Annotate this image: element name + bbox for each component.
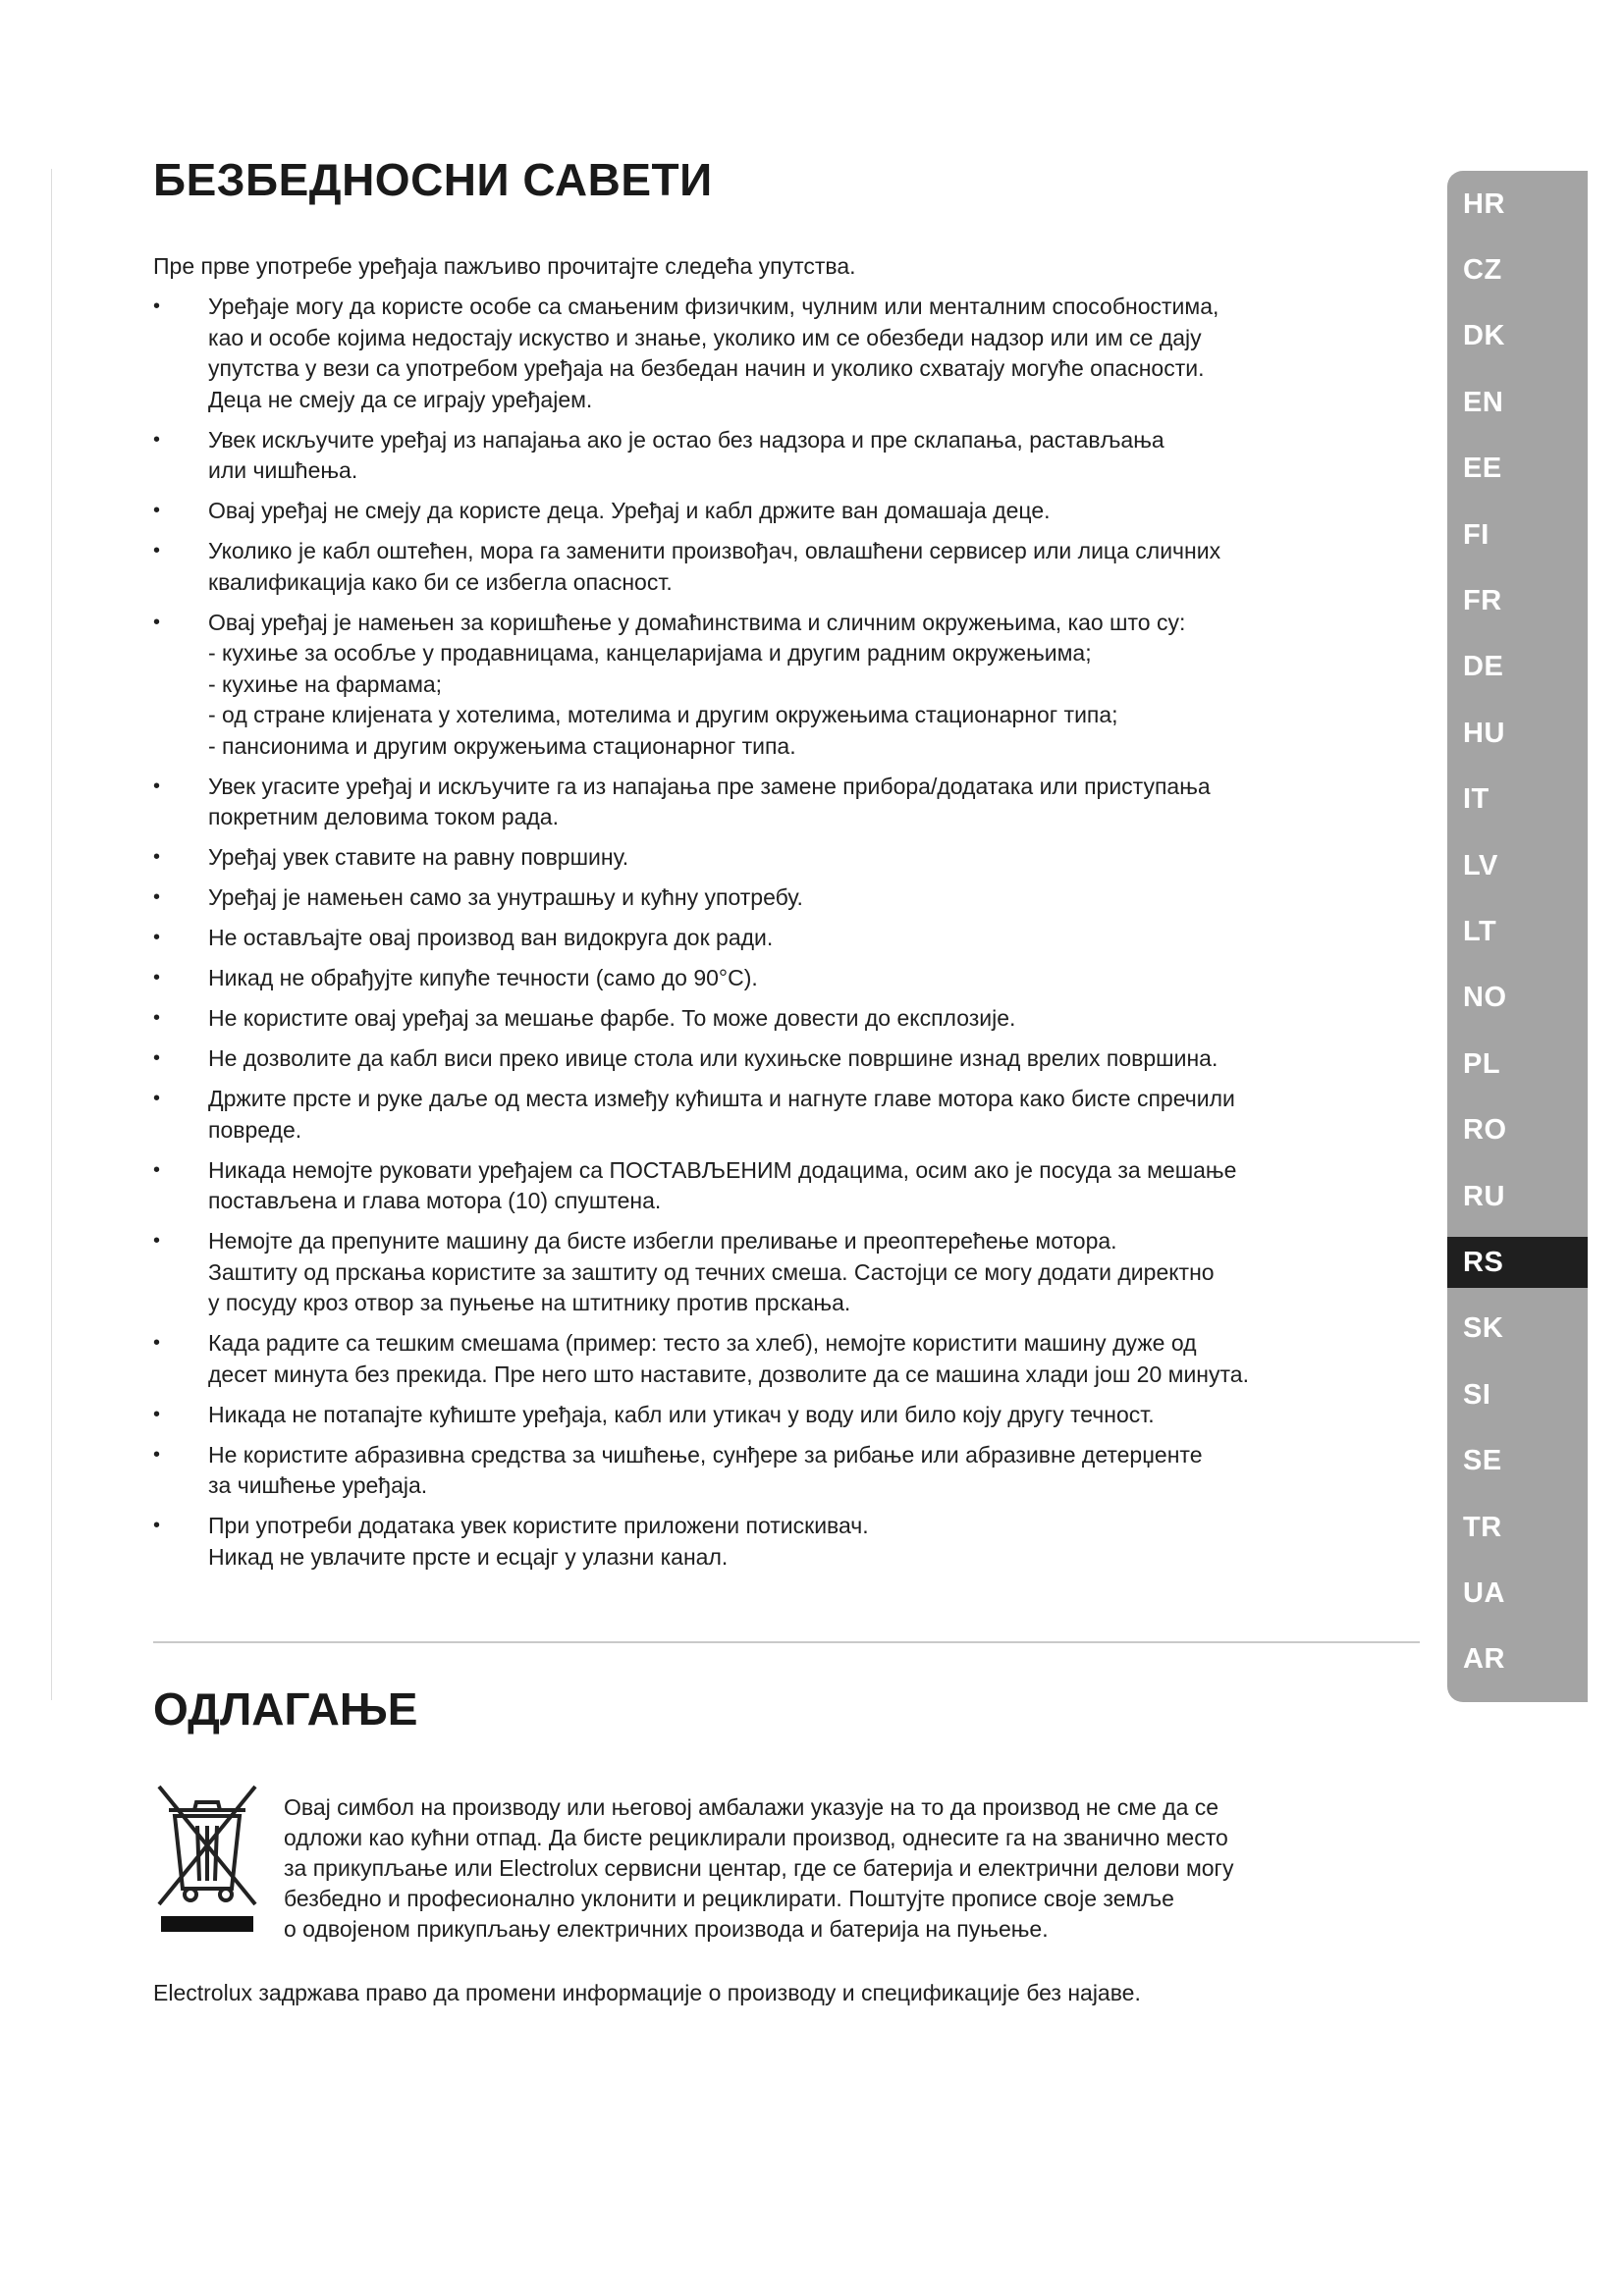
safety-item-line: квалификација како би се избегла опасност. — [208, 568, 673, 595]
safety-item-line: Не дозволите да кабл виси преко ивице стола или кухињске површине изнад врелих површина. — [208, 1045, 1218, 1071]
safety-item-line: Никада не потапајте кућиште уређаја, кабл или утикач у воду или било коју другу течност. — [208, 1401, 1155, 1427]
safety-item-line: Уређаје могу да користе особе са смањеним физичким, чулним или менталним способностима, — [208, 294, 1219, 319]
safety-item — [153, 292, 1430, 415]
safety-item-line: Деца не смеју да се играју уређајем. — [208, 386, 593, 412]
safety-item-line: као и особе којима недостају искуство и знање, уколико им се обезбеди надзор или им се дају — [208, 324, 1202, 350]
crossed-out-wheelie-bin-icon — [153, 1779, 261, 1936]
safety-item-line: При употреби додатака увек користите приложени потискивач. — [208, 1513, 869, 1538]
safety-item-line: - кухиње за особље у продавницама, канцеларијама и другим радним окружењима; — [208, 640, 1092, 666]
bullet: • — [153, 1443, 161, 1466]
language-tab-pl[interactable]: PL — [1463, 1047, 1501, 1080]
safety-item-line: постављена и глава мотора (10) спуштена. — [208, 1188, 662, 1213]
bullet: • — [153, 1088, 161, 1109]
language-tab-lv[interactable]: LV — [1463, 849, 1498, 881]
language-tab-cz[interactable]: CZ — [1463, 253, 1502, 286]
bullet: • — [153, 886, 161, 908]
bullet: • — [153, 774, 161, 797]
safety-item — [153, 1043, 1430, 1075]
safety-list — [153, 292, 1430, 1573]
safety-item — [153, 963, 1430, 994]
safety-item — [153, 608, 1430, 763]
disposal-section — [153, 1779, 1430, 1955]
safety-item — [153, 1003, 1430, 1035]
disposal-text-line: за прикупљање или Electrolux сервисни центар, где се батерија и електрични делови могу — [284, 1855, 1234, 1881]
disposal-text — [284, 1792, 1403, 1945]
safety-item-line: Не користите абразивна средства за чишћење, сунђере за рибање или абразивне детерџенте — [208, 1441, 1203, 1468]
safety-item-line: Никада немојте руковати уређајем са ПОСТАВЉЕНИМ додацима, осим ако је посуда за мешање — [208, 1156, 1237, 1183]
language-tab-it[interactable]: IT — [1463, 783, 1489, 816]
safety-item-line: Уређај је намењен само за унутрашњу и кућну употребу. — [208, 884, 803, 910]
safety-item-line: - пансионима и другим окружењима стационарног типа. — [208, 732, 796, 759]
safety-title: БЕЗБЕДНОСНИ САВЕТИ — [153, 154, 713, 205]
footer-note: Electrolux задржава право да промени информације о производу и спецификације без најаве. — [153, 1980, 1141, 2005]
disposal-title: ОДЛАГАЊЕ — [153, 1683, 418, 1735]
language-tab-fi[interactable]: FI — [1463, 518, 1489, 551]
safety-item-line: Не користите овај уређај за мешање фарбе. То може довести до експлозије. — [208, 1005, 1016, 1031]
language-tab-ar[interactable]: AR — [1463, 1643, 1505, 1676]
disposal-text-line: одложи као кућни отпад. Да бисте рециклирали производ, однесите га на званично место — [284, 1825, 1228, 1850]
language-tab-rs[interactable]: RS — [1447, 1237, 1588, 1288]
language-tab-de[interactable]: DE — [1463, 651, 1504, 683]
safety-item-line: Увек искључите уређај из напајања ако је остао без надзора и пре склапања, растављања — [208, 426, 1164, 453]
language-tab-fr[interactable]: FR — [1463, 584, 1502, 616]
bullet: • — [153, 500, 161, 521]
section-divider — [153, 1641, 1420, 1643]
safety-intro: Пре прве употребе уређаја пажљиво прочитајте следећа упутства. — [153, 253, 856, 279]
language-tab-ee[interactable]: EE — [1463, 453, 1502, 485]
safety-item-line: упутства у вези са употребом уређаја на безбедан начин и уколико схватају могуће опасности. — [208, 355, 1205, 381]
safety-item — [153, 1328, 1430, 1390]
left-margin-rule — [51, 169, 52, 1700]
bullet: • — [153, 1230, 161, 1252]
safety-item-line: или чишћења. — [208, 457, 358, 483]
safety-item-line: Држите прсте и руке даље од места између кућишта и нагнуте главе мотора како бисте спречили — [208, 1086, 1235, 1111]
language-tab-en[interactable]: EN — [1463, 386, 1504, 418]
safety-item — [153, 882, 1430, 914]
safety-item-line: за чишћење уређаја. — [208, 1472, 428, 1498]
safety-item-line: Уређај увек ставите на равну површину. — [208, 844, 629, 870]
safety-item — [153, 842, 1430, 874]
bullet: • — [153, 1158, 161, 1181]
safety-item — [153, 1226, 1430, 1319]
safety-item-line: у посуду кроз отвор за пуњење на штитнику против прскања. — [208, 1290, 851, 1315]
bullet: • — [153, 967, 161, 988]
language-tab-hu[interactable]: HU — [1463, 717, 1505, 749]
safety-item-line: - од стране клијената у хотелима, мотелима и другим окружењима стационарног типа; — [208, 702, 1118, 727]
language-tab-tr[interactable]: TR — [1463, 1511, 1502, 1543]
bullet: • — [153, 1515, 161, 1536]
language-tab-si[interactable]: SI — [1463, 1378, 1491, 1411]
safety-item-line: Никад не увлачите прсте и есцајг у улазни канал. — [208, 1543, 729, 1570]
safety-item-line: Уколико је кабл оштећен, мора га заменити произвођач, овлашћени сервисер или лица сличних — [208, 538, 1221, 563]
language-sidebar — [1447, 171, 1588, 1702]
safety-item-line: Када радите са тешким смешама (пример: тесто за хлеб), немојте користити машину дуже од — [208, 1330, 1197, 1356]
safety-item-line: Заштиту од прскања користите за заштиту од течних смеша. Састојци се могу додати директно — [208, 1258, 1215, 1285]
safety-item — [153, 1440, 1430, 1502]
safety-item — [153, 1084, 1430, 1146]
bullet: • — [153, 1007, 161, 1029]
language-tab-ua[interactable]: UA — [1463, 1576, 1505, 1609]
bullet: • — [153, 295, 161, 317]
bullet: • — [153, 540, 161, 561]
safety-item-line: Овај уређај не смеју да користе деца. Уређај и кабл држите ван домашаја деце. — [208, 498, 1051, 523]
safety-item-line: десет минута без прекида. Пре него што наставите, дозволите да се машина хлади још 20 минута. — [208, 1361, 1249, 1387]
safety-item-line: покретним деловима током рада. — [208, 804, 559, 829]
disposal-text-line: Овај симбол на производу или његовој амбалажи указује на то да производ не сме да се — [284, 1794, 1219, 1820]
safety-item-line: Увек угасите уређај и искључите га из напајања пре замене прибора/додатака или приступања — [208, 773, 1211, 799]
language-tab-se[interactable]: SE — [1463, 1445, 1502, 1477]
language-tab-no[interactable]: NO — [1463, 982, 1507, 1014]
bullet: • — [153, 846, 161, 868]
safety-item — [153, 496, 1430, 527]
safety-item-line: повреде. — [208, 1116, 302, 1143]
safety-item-line: Не остављајте овај производ ван видокруга док ради. — [208, 925, 774, 950]
bullet: • — [153, 611, 161, 633]
bullet: • — [153, 1332, 161, 1354]
bullet: • — [153, 1047, 161, 1069]
safety-item — [153, 772, 1430, 833]
language-tab-lt[interactable]: LT — [1463, 915, 1497, 947]
safety-item-line: Овај уређај је намењен за коришћење у домаћинствима и сличним окружењима, као што су: — [208, 609, 1186, 635]
safety-section — [153, 154, 1430, 1573]
disposal-text-line: о одвојеном прикупљању електричних производа и батерија на пуњење. — [284, 1916, 1049, 1942]
bullet: • — [153, 927, 161, 948]
safety-item — [153, 923, 1430, 954]
safety-item — [153, 1155, 1430, 1217]
safety-item — [153, 536, 1430, 598]
bullet: • — [153, 1403, 161, 1425]
safety-item — [153, 425, 1430, 487]
language-tab-ru[interactable]: RU — [1463, 1180, 1505, 1212]
language-tab-sk[interactable]: SK — [1463, 1312, 1504, 1345]
safety-item-line: Никад не обрађујте кипуће течности (само до 90°C). — [208, 965, 758, 990]
safety-item-line: - кухиње на фармама; — [208, 670, 443, 697]
safety-item-line: Немојте да препуните машину да бисте избегли преливање и преоптерећење мотора. — [208, 1228, 1117, 1254]
language-tab-hr[interactable]: HR — [1463, 187, 1505, 220]
bullet: • — [153, 428, 161, 451]
safety-item — [153, 1511, 1430, 1573]
language-tab-ro[interactable]: RO — [1463, 1114, 1507, 1147]
language-tab-dk[interactable]: DK — [1463, 320, 1505, 352]
safety-item — [153, 1400, 1430, 1431]
disposal-text-line: безбедно и професионално уклонити и рециклирати. Поштујте прописе своје земље — [284, 1886, 1174, 1911]
